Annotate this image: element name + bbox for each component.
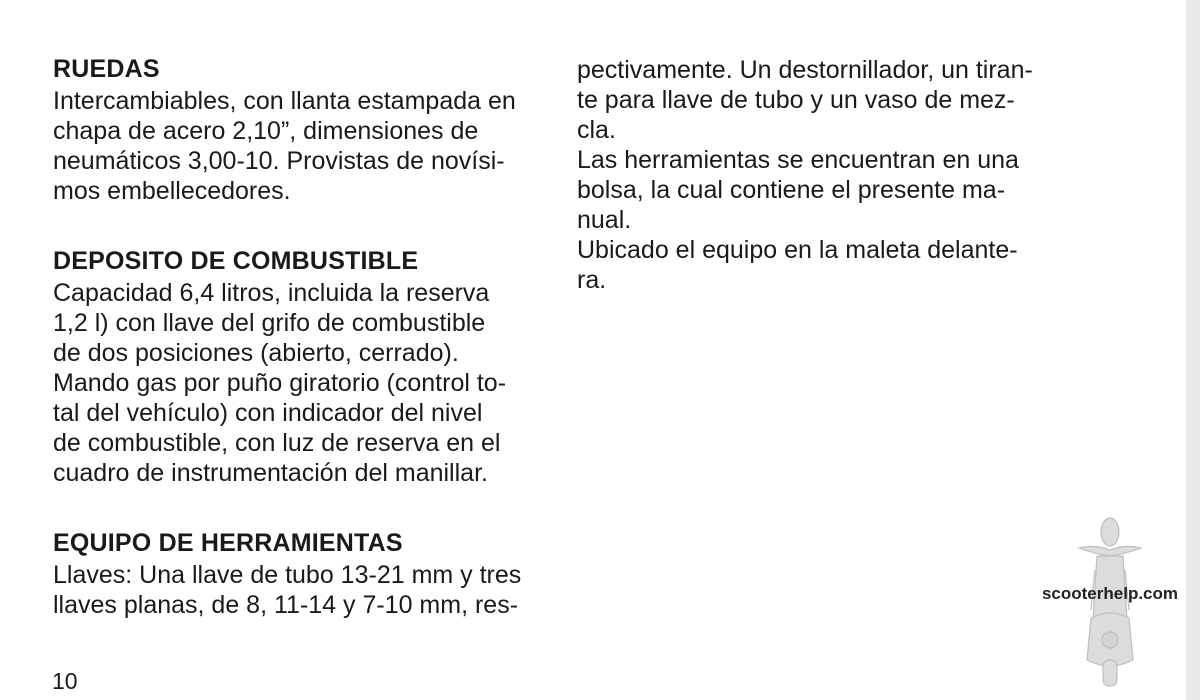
text-line: neumáticos 3,00-10. Provistas de novísi- [53,147,505,175]
left-column [53,52,553,660]
paragraph-equipo-continued [577,55,1077,295]
text-line: ra. [577,266,607,294]
text-line: Capacidad 6,4 litros, incluida la reserva [53,279,490,307]
section-deposito [53,244,553,488]
watermark [1035,510,1185,690]
text-line: Las herramientas se encuentran en una [577,146,1019,174]
text-line: cla. [577,116,616,144]
paragraph-ruedas [53,86,553,206]
text-line: bolsa, la cual contiene el presente ma- [577,176,1006,204]
paragraph-deposito [53,278,553,488]
heading-equipo: EQUIPO DE HERRAMIENTAS [53,529,403,557]
watermark-text: scooterhelp.com [1041,584,1179,603]
page-edge [1186,0,1200,700]
text-line: cuadro de instrumentación del manillar. [53,459,488,487]
heading-ruedas: RUEDAS [53,55,160,83]
text-line: chapa de acero 2,10”, dimensiones de [53,117,479,145]
text-line: de dos posiciones (abierto, cerrado). [53,339,459,367]
heading-deposito: DEPOSITO DE COMBUSTIBLE [53,247,419,275]
paragraph-equipo [53,560,553,620]
text-line: tal del vehículo) con indicador del nivel [53,399,483,427]
text-line: de combustible, con luz de reserva en el [53,429,501,457]
page-number: 10 [52,668,78,694]
text-line: Ubicado el equipo en la maleta delante- [577,236,1018,264]
text-line: Mando gas por puño giratorio (control to- [53,369,507,397]
text-line: pectivamente. Un destornillador, un tiran- [577,56,1033,84]
right-column [577,55,1077,295]
text-line: Intercambiables, con llanta estampada en [53,87,516,115]
section-equipo [53,526,553,620]
section-ruedas [53,52,553,206]
text-line: te para llave de tubo y un vaso de mez- [577,86,1015,114]
text-line: Llaves: Una llave de tubo 13-21 mm y tres [53,561,522,589]
text-line: nual. [577,206,632,234]
text-line: llaves planas, de 8, 11-14 y 7-10 mm, res- [53,591,519,619]
text-line: mos embellecedores. [53,177,291,205]
text-line: 1,2 l) con llave del grifo de combustible [53,309,486,337]
